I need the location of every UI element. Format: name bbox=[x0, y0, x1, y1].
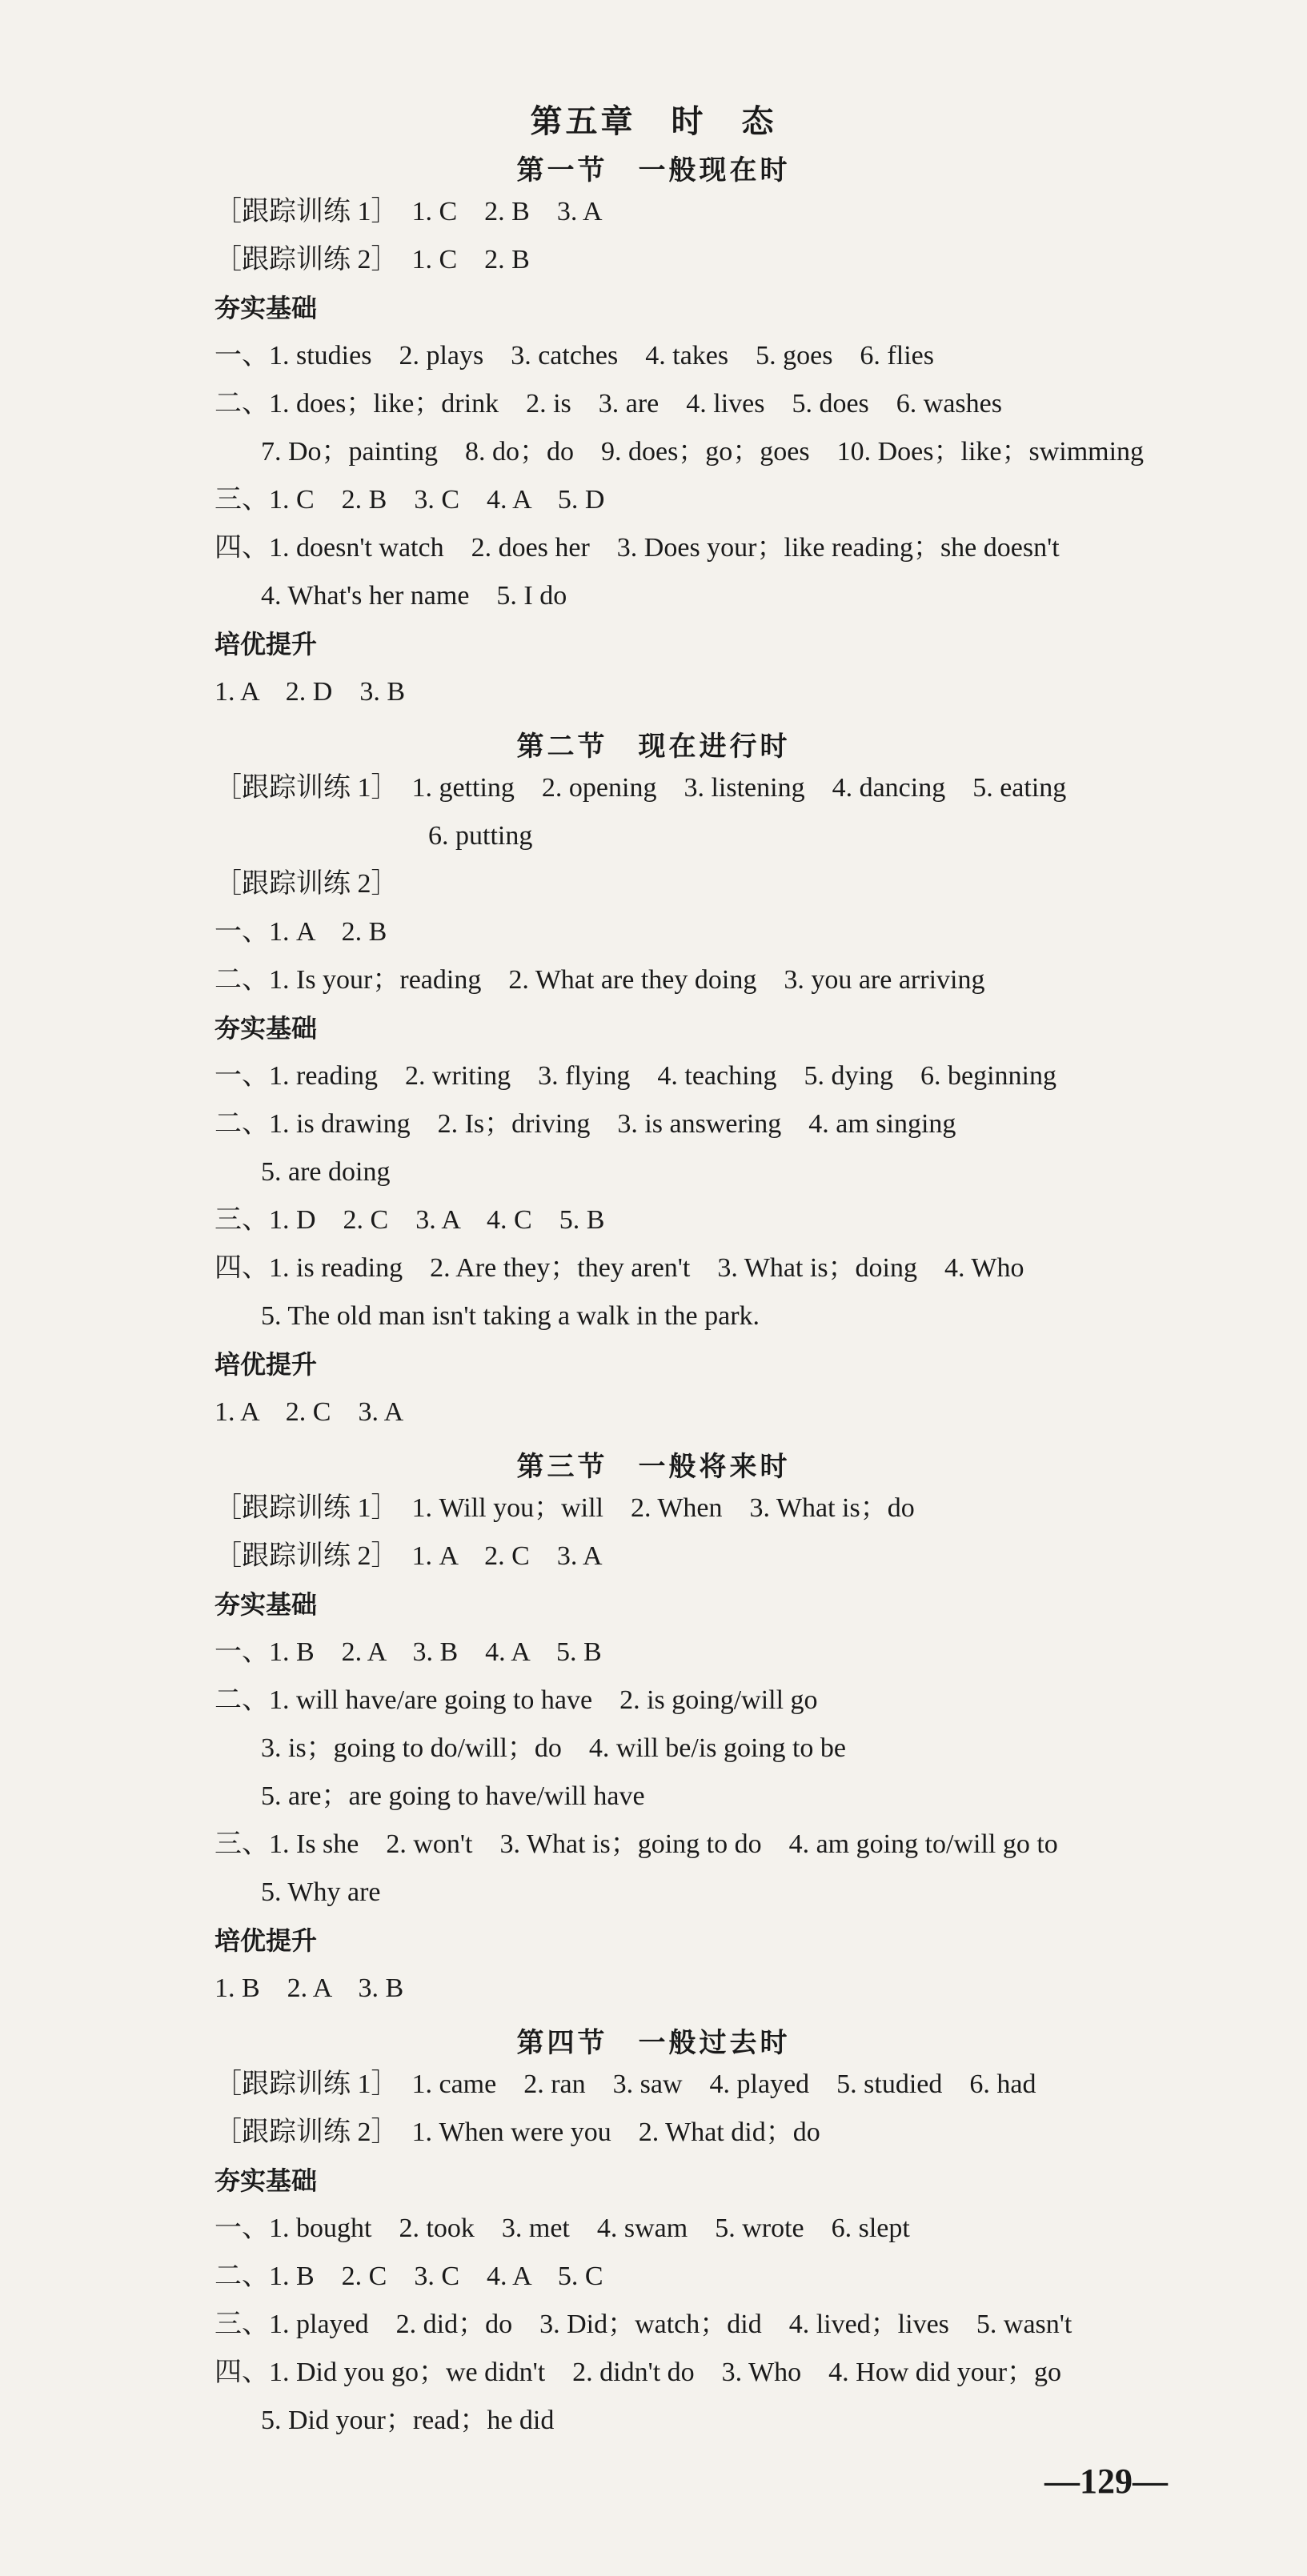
answer-line: ［跟踪训练 1］ 1. C 2. B 3. A bbox=[214, 197, 603, 226]
answer-line: 3. is；going to do/will；do 4. will be/is going to be bbox=[261, 1733, 846, 1763]
section-title-3: 第三节 一般将来时 bbox=[516, 1451, 791, 1483]
chapter-title: 第五章 时 态 bbox=[530, 103, 777, 140]
answer-line: 四、1. is reading 2. Are they；they aren't 3. What is；doing 4. Who bbox=[214, 1253, 1024, 1283]
answer-line: ［跟踪训练 1］ 1. Will you；will 2. When 3. What is；do bbox=[214, 1493, 915, 1523]
answer-line: 5. Did your；read；he did bbox=[261, 2406, 555, 2435]
subheading: 夯实基础 bbox=[214, 2165, 318, 2196]
answer-line: ［跟踪训练 2］ bbox=[214, 869, 399, 899]
answer-line: 三、1. C 2. B 3. C 4. A 5. D bbox=[214, 485, 605, 515]
answer-line: 7. Do；painting 8. do；do 9. does；go；goes 10. Does；like；swimming bbox=[261, 437, 1145, 467]
answer-line: 1. A 2. C 3. A bbox=[214, 1397, 404, 1427]
subheading: 培优提升 bbox=[214, 1925, 318, 1956]
subheading: 培优提升 bbox=[214, 629, 318, 659]
answer-line: 5. are；are going to have/will have bbox=[261, 1781, 645, 1811]
subheading: 夯实基础 bbox=[214, 1013, 318, 1044]
answer-line: ［跟踪训练 1］ 1. came 2. ran 3. saw 4. played 5. studied 6. had bbox=[214, 2069, 1036, 2099]
answer-line: 三、1. Is she 2. won't 3. What is；going to do 4. am going to/will go to bbox=[214, 1829, 1058, 1859]
answer-line: ［跟踪训练 2］ 1. When were you 2. What did；do bbox=[214, 2117, 820, 2147]
answer-line: 5. Why are bbox=[261, 1877, 381, 1907]
answer-line: 一、1. bought 2. took 3. met 4. swam 5. wrote 6. slept bbox=[214, 2213, 910, 2243]
answer-line: 1. B 2. A 3. B bbox=[214, 1973, 404, 2003]
answer-line: ［跟踪训练 2］ 1. C 2. B bbox=[214, 245, 530, 274]
answer-line: 二、1. does；like；drink 2. is 3. are 4. lives 5. does 6. washes bbox=[214, 389, 1002, 419]
answer-line: 一、1. reading 2. writing 3. flying 4. teaching 5. dying 6. beginning bbox=[214, 1061, 1056, 1091]
answer-line: 三、1. played 2. did；do 3. Did；watch；did 4. lived；lives 5. wasn't bbox=[214, 2310, 1072, 2339]
answer-line: ［跟踪训练 1］ 1. getting 2. opening 3. listening 4. dancing 5. eating bbox=[214, 773, 1067, 803]
subheading: 培优提升 bbox=[214, 1349, 318, 1380]
answer-line: 三、1. D 2. C 3. A 4. C 5. B bbox=[214, 1205, 605, 1235]
section-title-2: 第二节 现在进行时 bbox=[516, 731, 791, 763]
answer-line: 5. The old man isn't taking a walk in the park. bbox=[261, 1301, 760, 1331]
answer-line: 1. A 2. D 3. B bbox=[214, 677, 406, 707]
answer-line: 一、1. A 2. B bbox=[214, 917, 387, 947]
answer-line: 四、1. doesn't watch 2. does her 3. Does your；like reading；she doesn't bbox=[214, 533, 1060, 563]
answer-line: 二、1. B 2. C 3. C 4. A 5. C bbox=[214, 2262, 603, 2291]
answer-line: 四、1. Did you go；we didn't 2. didn't do 3. Who 4. How did your；go bbox=[214, 2358, 1062, 2387]
subheading: 夯实基础 bbox=[214, 293, 318, 323]
answer-line: 一、1. studies 2. plays 3. catches 4. takes 5. goes 6. flies bbox=[214, 341, 934, 371]
section-title-1: 第一节 一般现在时 bbox=[516, 154, 791, 186]
answer-line: 5. are doing bbox=[261, 1157, 391, 1187]
answer-line: 二、1. is drawing 2. Is；driving 3. is answering 4. am singing bbox=[214, 1109, 956, 1139]
answer-line: 二、1. Is your；reading 2. What are they doing 3. you are arriving bbox=[214, 965, 985, 995]
answer-line: 6. putting bbox=[428, 821, 533, 851]
answer-line: 4. What's her name 5. I do bbox=[261, 581, 567, 611]
answer-line: 二、1. will have/are going to have 2. is going/will go bbox=[214, 1685, 818, 1715]
answer-line: 一、1. B 2. A 3. B 4. A 5. B bbox=[214, 1637, 602, 1667]
answer-line: ［跟踪训练 2］ 1. A 2. C 3. A bbox=[214, 1541, 603, 1571]
page-number: —129— bbox=[1044, 2462, 1168, 2501]
section-title-4: 第四节 一般过去时 bbox=[516, 2027, 791, 2059]
subheading: 夯实基础 bbox=[214, 1589, 318, 1620]
